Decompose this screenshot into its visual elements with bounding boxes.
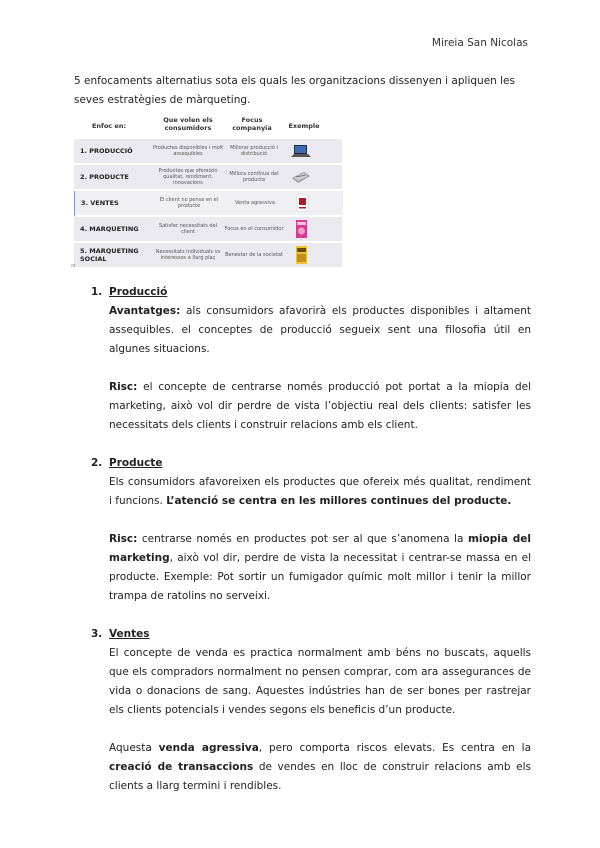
- intro-paragraph: 5 enfocaments alternatius sota els quals les organitzacions dissenyen i apliquen les seves estratègies de màrqueting.: [74, 75, 515, 106]
- marketing-approaches-table: [71, 113, 342, 273]
- paragraph-text: als consumidors afavorirà els productes disponibles i altament assequibles. el conceptes de producció segueix sent una filosofia útil en algunes situacions.: [109, 305, 531, 355]
- row-want: El client no pensa en el producte: [159, 197, 219, 209]
- bold-label: Risc:: [109, 381, 138, 393]
- table-row: [74, 191, 343, 217]
- paragraph-text: Aquesta: [109, 742, 159, 754]
- laptop-icon: [290, 142, 312, 160]
- section-paragraph: [109, 302, 531, 359]
- row-want: Productes disponibles i molt assequibles: [152, 145, 224, 157]
- section-title: Ventes: [109, 628, 150, 640]
- section-paragraph: [109, 739, 531, 796]
- table-row: [74, 243, 342, 269]
- section-paragraph: [109, 530, 531, 606]
- paragraph-text: el concepte de centrarse només producció pot portat a la miopia del marketing, això vol dir perdre de vista l’objectiu real dels clients: satisfer les necessitats dels clients i construir relacions amb els client.: [109, 381, 531, 431]
- paragraph-text: , això vol dir, perdre de vista la necessitat i centrar-se massa en el producte. Exemple: Pot sortir un fumigador químic molt millor i tenir la millor trampa de ratolins no serveixi.: [109, 552, 531, 602]
- row-focus: Venta agressiva: [235, 200, 275, 206]
- paragraph-text: Els consumidors afavoreixen els productes que ofereix més qualitat, rendiment i funcions.: [109, 476, 531, 507]
- row-focus: Benestar de la societat: [225, 252, 283, 258]
- author-name: Mireia San Nicolas: [431, 37, 528, 49]
- section-producte: [91, 454, 531, 606]
- row-want: Satisfer necessitats del client: [158, 223, 218, 235]
- section-paragraph: [109, 378, 531, 435]
- book-icon: [291, 194, 313, 212]
- row-name: 5. MARQUETING SOCIAL: [80, 247, 139, 263]
- header-focus: Focus companyia: [232, 116, 272, 132]
- row-focus: Millorar producció i distribució: [230, 145, 278, 157]
- section-title: Producció: [109, 286, 168, 298]
- row-focus: Millora contínua del producte: [229, 171, 279, 183]
- paragraph-text: , pero comporta riscos elevats. Es centra en la: [258, 742, 532, 754]
- row-want: Necessitats individuals vs interessos a llarg plaç: [155, 249, 221, 261]
- document-body: [91, 283, 531, 815]
- section-produccio: [91, 283, 531, 435]
- section-title: Producte: [109, 457, 163, 469]
- row-name: 1. PRODUCCIÓ: [80, 147, 133, 155]
- section-paragraph: El concepte de venda es practica normalment amb béns no buscats, aquells que els compradors normalment no pensen comprar, com ara assegurances de vida o donacions de sang. Aquestes indústries han de ser bones per rastrejar els clients potencials i vendes segons els beneficis d’un producte.: [109, 647, 531, 716]
- header-exemple: Exemple: [288, 122, 320, 130]
- bold-text: venda agressiva: [158, 742, 259, 754]
- section-number: 1.: [91, 286, 103, 298]
- row-want: Productes que ofereixin qualitat, rendiment, innovacions: [158, 168, 218, 186]
- paragraph-text: centrarse només en productes pot ser al que s’anomena la: [137, 533, 468, 545]
- section-number: 3.: [91, 628, 103, 640]
- poster-icon: [290, 246, 312, 264]
- bold-label: Risc:: [109, 533, 138, 545]
- row-focus: Focus en el consumidor: [224, 226, 284, 232]
- bold-label: Avantatges:: [109, 305, 181, 317]
- table-row: [74, 165, 342, 191]
- row-name: 3. VENTES: [81, 199, 119, 207]
- paragraph-text: de vendes en lloc de construir relacions amb els clients a llarg termini i rendibles.: [109, 761, 531, 792]
- small-marks: nt: [71, 263, 76, 268]
- bold-text: L’atenció se centra en les millores continues del producte.: [166, 495, 512, 507]
- bold-text: creació de transaccions: [109, 761, 254, 773]
- section-ventes: [91, 625, 531, 796]
- section-paragraph: [109, 473, 531, 511]
- row-name: 4. MARQUETING: [80, 225, 139, 233]
- header-enfoc: Enfoc en:: [91, 122, 127, 130]
- magazine-icon: [290, 220, 312, 238]
- table-row: [74, 217, 342, 243]
- section-number: 2.: [91, 457, 103, 469]
- row-name: 2. PRODUCTE: [80, 173, 129, 181]
- header-consumidors: Que volen els consumidors: [163, 116, 213, 132]
- bold-text: miopia del marketing: [109, 533, 531, 564]
- mousetrap-icon: [290, 168, 312, 186]
- table-row: [74, 139, 342, 165]
